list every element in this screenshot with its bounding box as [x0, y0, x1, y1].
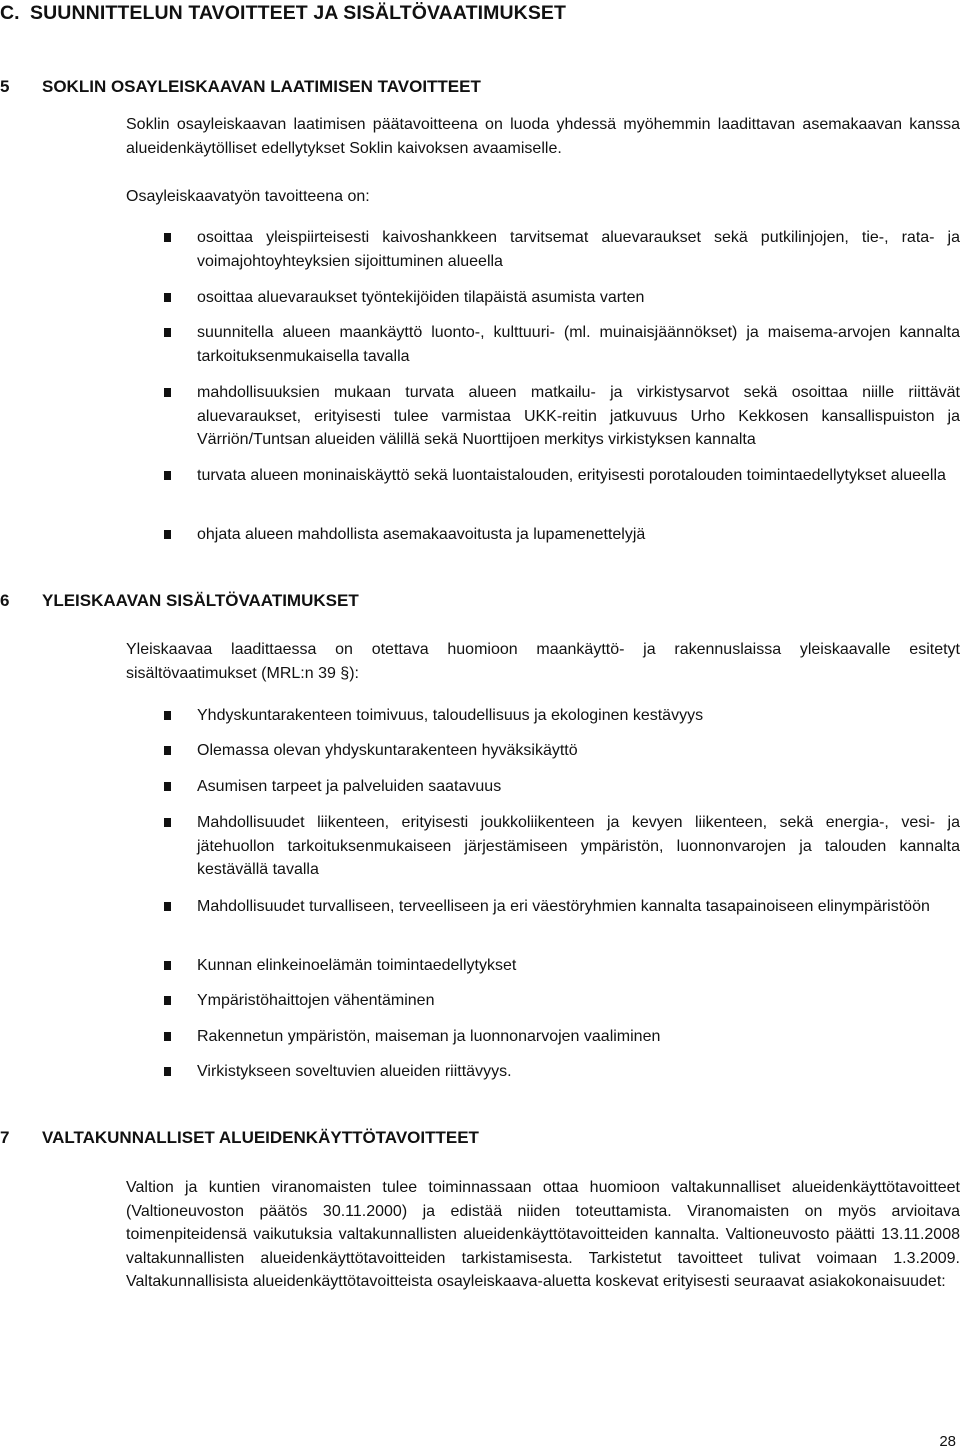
page-number: 28 [939, 1433, 956, 1450]
bullet-square-icon [164, 1067, 171, 1076]
list-item: Mahdollisuudet turvalliseen, terveelliseen ja eri väestöryhmien kannalta tasapainoiseen elinympäristöön [126, 895, 960, 919]
section-6-bullet-list-3 [126, 775, 960, 799]
bullet-square-icon [164, 711, 171, 720]
section-6-bullet-list-2 [126, 739, 960, 763]
section-6-intro: Yleiskaavaa laadittaessa on otettava huomioon maankäyttö- ja rakennuslaissa yleiskaavalle esitetyt sisältövaatimukset (MRL:n 39 §): [126, 641, 960, 682]
section-6-bullet-list-6 [126, 954, 960, 978]
list-item: Kunnan elinkeinoelämän toimintaedellytykset [126, 954, 960, 978]
list-item: Yhdyskuntarakenteen toimivuus, taloudellisuus ja ekologinen kestävyys [126, 704, 960, 728]
bullet-square-icon [164, 293, 171, 302]
section-5-heading [0, 77, 481, 97]
section-5-bullet-list-4 [126, 381, 960, 452]
bullet-square-icon [164, 996, 171, 1005]
section-7-heading [0, 1128, 479, 1148]
section-5-bullet-list-3 [126, 321, 960, 368]
section-6-number: 6 [0, 591, 10, 610]
section-6-bullet-list-5 [126, 895, 960, 919]
bullet-square-icon [164, 1032, 171, 1041]
chapter-letter: C. [0, 2, 20, 24]
bullet-square-icon [164, 471, 171, 480]
list-item: Ympäristöhaittojen vähentäminen [126, 989, 960, 1013]
list-item: Mahdollisuudet liikenteen, erityisesti joukkoliikenteen ja kevyen liikenteen, sekä energia-, vesi- ja jätehuollon tarkoituksenmukaiseen järjestämiseen ympäristön, luonnonvarojen ja talouden kannalta kestävällä tavalla [126, 811, 960, 882]
list-item: turvata alueen moninaiskäyttö sekä luontaistalouden, erityisesti porotalouden toimintaedellytykset alueella [126, 464, 960, 488]
section-5-bullet-list-5 [126, 464, 960, 488]
section-5-lead: Osayleiskaavatyön tavoitteena on: [126, 188, 370, 205]
section-7-text: Valtion ja kuntien viranomaisten tulee toiminnassaan ottaa huomioon valtakunnalliset alueidenkäyttötavoitteet (Valtioneuvoston päätös 30.11.2000) ja edistää niiden toteuttamista. Viranomaisten on myös arvioitava toimenpiteidensä vaikutuksia valtakunnallisten alueidenkäyttötavoitteiden kannalta. Valtioneuvosto päätti 13.11.2008 valtakunnallisten alueidenkäyttötavoitteiden tarkistamisesta. Tarkistetut tavoitteet tulivat voimaan 1.3.2009. Valtakunnallisista alueidenkäyttötavoitteista osayleiskaava-aluetta koskevat erityisesti seuraavat asiakokonaisuudet: [126, 1179, 960, 1290]
list-item: ohjata alueen mahdollista asemakaavoitusta ja lupamenettelyjä [126, 523, 960, 547]
section-5-intro: Soklin osayleiskaavan laatimisen päätavoitteena on luoda yhdessä myöhemmin laadittavan asemakaavan kanssa alueidenkäytölliset edellytykset Soklin kaivoksen avaamiselle. [126, 116, 960, 157]
list-item: suunnitella alueen maankäyttö luonto-, kulttuuri- (ml. muinaisjäännökset) ja maisema-arvojen kannalta tarkoituksenmukaisella tavalla [126, 321, 960, 368]
list-item: osoittaa aluevaraukset työntekijöiden tilapäistä asumista varten [126, 286, 960, 310]
section-7-title: VALTAKUNNALLISET ALUEIDENKÄYTTÖTAVOITTEET [42, 1128, 479, 1147]
list-item: Asumisen tarpeet ja palveluiden saatavuus [126, 775, 960, 799]
section-6-bullet-list-9 [126, 1060, 960, 1084]
section-6-title: YLEISKAAVAN SISÄLTÖVAATIMUKSET [42, 591, 359, 610]
bullet-square-icon [164, 388, 171, 397]
bullet-square-icon [164, 233, 171, 242]
bullet-square-icon [164, 530, 171, 539]
section-6-bullet-list-7 [126, 989, 960, 1013]
list-item: Virkistykseen soveltuvien alueiden riittävyys. [126, 1060, 960, 1084]
bullet-square-icon [164, 328, 171, 337]
bullet-square-icon [164, 902, 171, 911]
section-5-bullet-list-2 [126, 286, 960, 310]
section-5-bullet-list-6 [126, 523, 960, 547]
chapter-heading [0, 2, 566, 25]
chapter-title: SUUNNITTELUN TAVOITTEET JA SISÄLTÖVAATIMUKSET [30, 2, 567, 24]
section-6-bullet-list-8 [126, 1025, 960, 1049]
bullet-square-icon [164, 782, 171, 791]
bullet-square-icon [164, 746, 171, 755]
section-6-bullet-list-1 [126, 704, 960, 728]
section-6-bullet-list-4 [126, 811, 960, 882]
list-item: Olemassa olevan yhdyskuntarakenteen hyväksikäyttö [126, 739, 960, 763]
list-item: Rakennetun ympäristön, maiseman ja luonnonarvojen vaaliminen [126, 1025, 960, 1049]
section-5-title: SOKLIN OSAYLEISKAAVAN LAATIMISEN TAVOITTEET [42, 77, 481, 96]
bullet-square-icon [164, 961, 171, 970]
list-item: osoittaa yleispiirteisesti kaivoshankkeen tarvitsemat aluevaraukset sekä putkilinjojen, tie-, rata- ja voimajohtoyhteyksien sijoittuminen alueella [126, 226, 960, 273]
section-6-heading [0, 591, 359, 611]
list-item: mahdollisuuksien mukaan turvata alueen matkailu- ja virkistysarvot sekä osoittaa niille riittävät aluevaraukset, erityisesti tulee varmistaa UKK-reitin jatkuvuus Urho Kekkosen kansallispuiston ja Värriön/Tuntsan alueiden välillä sekä Nuorttijoen merkitys virkistyksen kannalta [126, 381, 960, 452]
section-5-number: 5 [0, 77, 10, 96]
section-7-number: 7 [0, 1128, 10, 1147]
bullet-square-icon [164, 818, 171, 827]
